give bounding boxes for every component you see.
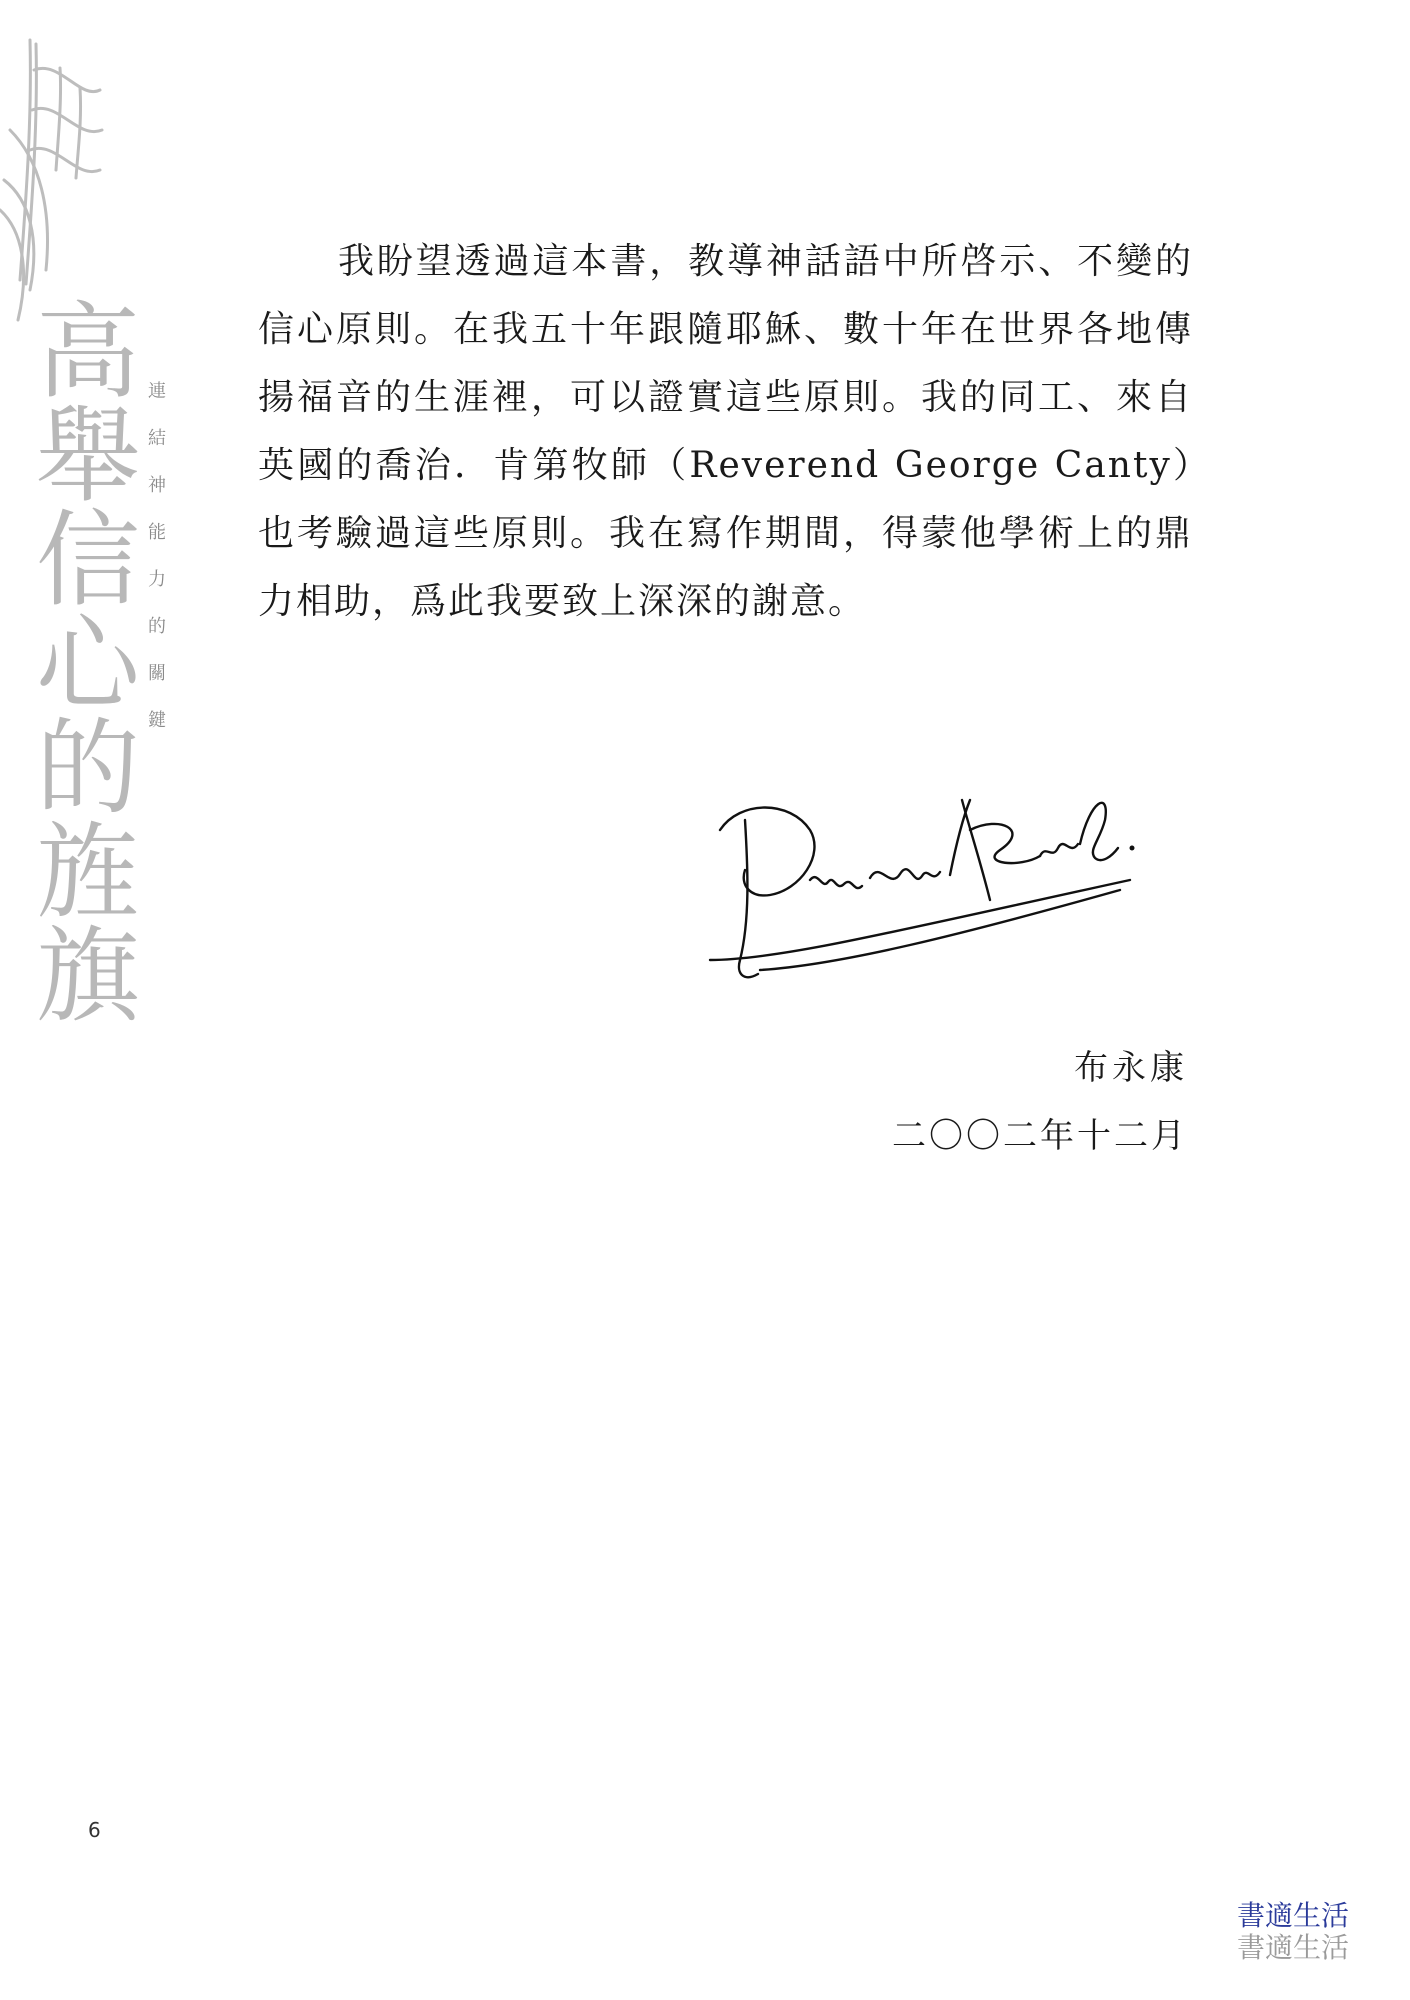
author-name: 布永康 — [1074, 1048, 1188, 1088]
subtitle-char: 神 — [148, 475, 166, 496]
publisher-logo — [1228, 1900, 1358, 1964]
book-title-vertical — [28, 291, 148, 1037]
subtitle-char: 結 — [148, 428, 166, 449]
page-number: 6 — [88, 1818, 101, 1842]
signing-date: 二〇〇二年十二月 — [892, 1116, 1188, 1156]
publisher-name-line2: 書適生活 — [1236, 1931, 1349, 1964]
title-char: 旌 — [35, 811, 140, 933]
handwritten-signature — [700, 760, 1140, 990]
title-char: 旗 — [35, 915, 140, 1037]
subtitle-char: 力 — [148, 569, 166, 590]
subtitle-char: 鍵 — [148, 710, 166, 731]
title-char: 高 — [35, 291, 140, 413]
subtitle-char: 的 — [148, 616, 166, 637]
book-subtitle-vertical — [142, 382, 172, 758]
title-char: 信 — [35, 499, 140, 621]
subtitle-char: 連 — [148, 381, 166, 402]
publisher-name-line1: 書適生活 — [1236, 1899, 1349, 1932]
title-char: 的 — [35, 707, 140, 829]
title-char: 舉 — [35, 395, 140, 517]
body-paragraph: 我盼望透過這本書，教導神話語中所啓示、不變的信心原則。在我五十年跟隨耶穌、數十年在世界各地傳揚福音的生涯裡，可以證實這些原則。我的同工、來自英國的喬治．肯第牧師（Reverend George Canty）也考驗過這些原則。我在寫作期間，得蒙他學術上的鼎力相助，爲此我要致上深深的謝意。 — [258, 241, 1193, 622]
flag-sketch-icon — [0, 30, 110, 330]
subtitle-char: 關 — [148, 663, 166, 684]
subtitle-char: 能 — [148, 522, 166, 543]
title-char: 心 — [35, 603, 140, 725]
